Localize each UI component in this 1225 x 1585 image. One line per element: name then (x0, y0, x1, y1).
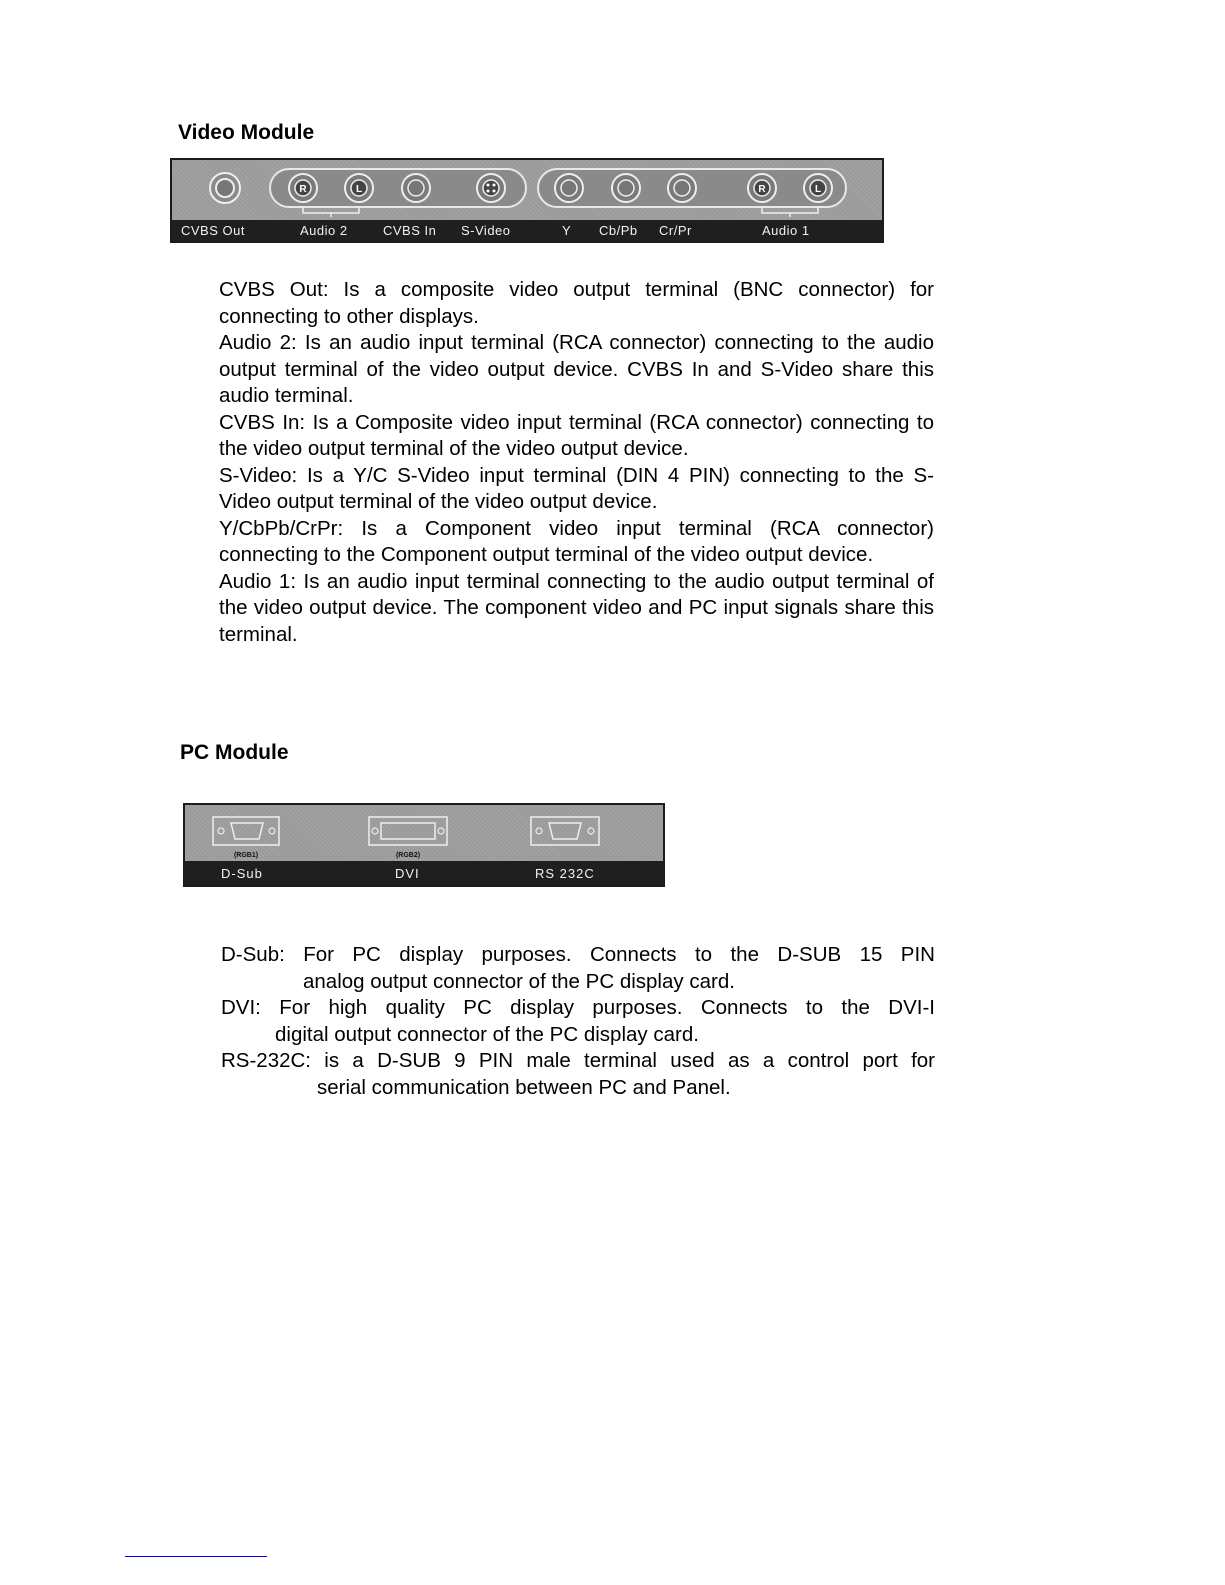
jack-letter-r: R (758, 184, 766, 195)
label-audio-2: Audio 2 (300, 223, 348, 238)
pc-module-heading: PC Module (180, 741, 289, 764)
desc-dvi (221, 995, 935, 1048)
label-d-sub: D-Sub (221, 866, 263, 881)
desc-rs-232c-line1: RS-232C: is a D-SUB 9 PIN male terminal used as a control port for (221, 1049, 935, 1072)
pc-module-panel-image (183, 803, 665, 887)
audio1-left-jack (804, 174, 832, 202)
label-audio-1: Audio 1 (762, 223, 810, 238)
desc-rs-232c-line2: serial communication between PC and Panel. (317, 1075, 731, 1099)
dvi-connector (369, 817, 447, 859)
video-connectors-drawing (172, 160, 882, 222)
footnote-divider (125, 1556, 267, 1557)
label-y: Y (562, 223, 572, 238)
pc-connectors-drawing (185, 805, 663, 863)
desc-cvbs-out: CVBS Out: Is a composite video output terminal (BNC connector) for connecting to other displays. (219, 278, 934, 328)
desc-d-sub-line1: D-Sub: For PC display purposes. Connects to the D-SUB 15 PIN (221, 943, 935, 966)
desc-audio-1: Audio 1: Is an audio input terminal connecting to the audio output terminal of the video output device. The component video and PC input signals share this terminal. (219, 569, 934, 646)
jack-letter-r: R (299, 184, 307, 195)
crpr-connector (668, 174, 696, 202)
cbpb-connector (612, 174, 640, 202)
video-module-heading: Video Module (178, 121, 315, 144)
audio1-right-jack (748, 174, 776, 202)
rs232c-connector (531, 817, 599, 845)
sublabel-rgb1: (RGB1) (233, 852, 259, 859)
desc-d-sub-line2: analog output connector of the PC display card. (303, 969, 735, 993)
desc-rs-232c (221, 1048, 935, 1101)
desc-s-video: S-Video: Is a Y/C S-Video input terminal (DIN 4 PIN) connecting to the S-Video output terminal of the video output device. (219, 463, 934, 513)
desc-ycbpbcrpr: Y/CbPb/CrPr: Is a Component video input terminal (RCA connector) connecting to the Component output terminal of the video output device. (219, 516, 934, 566)
label-rs-232c: RS 232C (535, 866, 595, 881)
pc-panel-label-strip (185, 861, 663, 885)
label-cb-pb: Cb/Pb (599, 223, 638, 238)
label-s-video: S-Video (461, 223, 511, 238)
audio2-right-jack (289, 174, 317, 202)
label-cvbs-out: CVBS Out (181, 223, 245, 238)
video-module-panel-image (170, 158, 884, 243)
audio2-left-jack (345, 174, 373, 202)
cvbs-in-connector (402, 174, 430, 202)
label-cvbs-in: CVBS In (383, 223, 437, 238)
y-connector (555, 174, 583, 202)
label-dvi: DVI (395, 866, 420, 881)
desc-dvi-line1: DVI: For high quality PC display purposes. Connects to the DVI-I (221, 996, 935, 1019)
dsub-connector (213, 817, 279, 859)
sublabel-rgb2: (RGB2) (395, 852, 421, 859)
jack-letter-l: L (355, 184, 363, 195)
desc-cvbs-in: CVBS In: Is a Composite video input terminal (RCA connector) connecting to the video output terminal of the video output device. (219, 410, 934, 460)
video-panel-label-strip (172, 220, 882, 241)
svideo-connector (477, 174, 505, 202)
desc-dvi-line2: digital output connector of the PC display card. (275, 1022, 699, 1046)
video-module-descriptions (219, 277, 934, 648)
desc-audio-2: Audio 2: Is an audio input terminal (RCA connector) connecting to the audio output terminal of the video output device. CVBS In and S-Video share this audio terminal. (219, 331, 934, 407)
label-cr-pr: Cr/Pr (659, 223, 692, 238)
jack-letter-l: L (814, 184, 822, 195)
cvbs-out-connector (210, 173, 240, 203)
desc-d-sub (221, 942, 935, 995)
pc-module-descriptions (221, 942, 935, 1101)
